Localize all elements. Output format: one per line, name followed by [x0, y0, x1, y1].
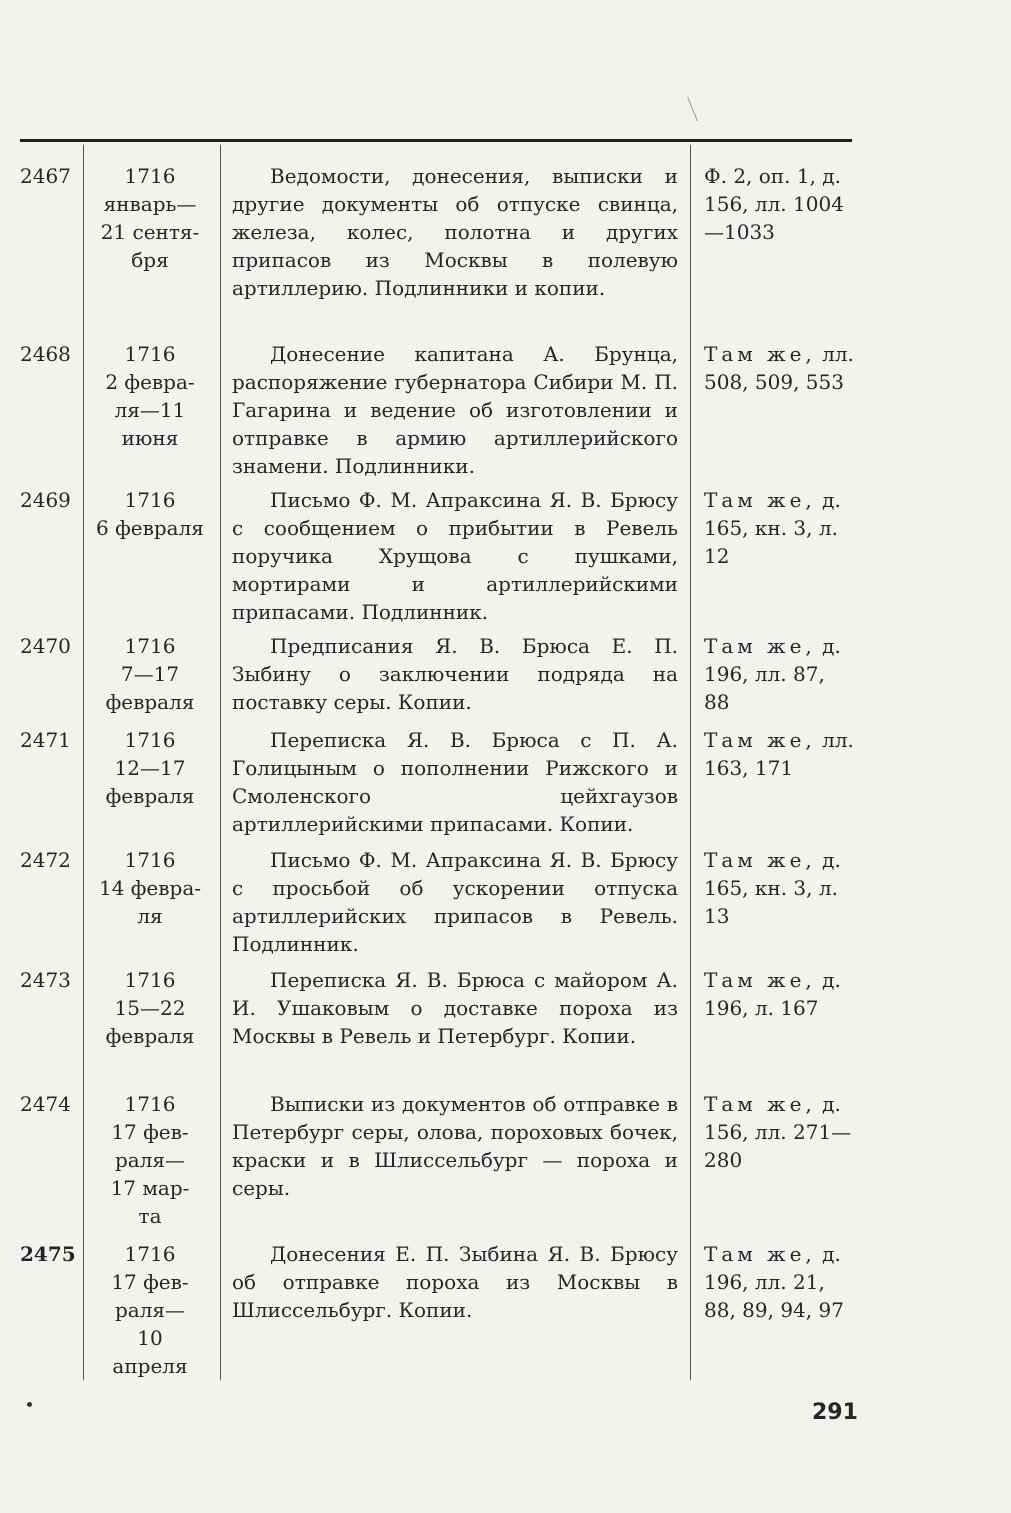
entry-date: 1716 7—17 февраля	[105, 634, 195, 714]
entry-date: 1716 12—17 февраля	[105, 728, 195, 808]
print-speck	[27, 1402, 32, 1407]
entry-description: Выписки из документов об отправке в Петербург серы, олова, пороховых бочек, краски и в Шлиссельбург — пороха и серы.	[232, 1092, 678, 1200]
entry-archive-ref: Там же, д. 196, лл. 21, 88, 89, 94, 97	[704, 1242, 844, 1322]
entry-archive-ref: Там же, д. 156, лл. 271—280	[704, 1092, 852, 1172]
entry-archive-ref: Ф. 2, оп. 1, д. 156, лл. 1004—1033	[704, 164, 844, 244]
column-divider	[220, 145, 221, 1380]
entry-archive-ref: Там же, д. 196, лл. 87, 88	[704, 634, 841, 714]
entry-archive-ref: Там же, д. 196, л. 167	[704, 968, 841, 1020]
margin-mark	[687, 97, 698, 121]
entry-description: Письмо Ф. М. Апраксина Я. В. Брюсу с просьбой об ускорении отпуска артиллерийских припасов в Ревель. Подлинник.	[232, 848, 678, 956]
table-top-rule	[20, 139, 852, 142]
entry-number: 2475	[20, 1242, 76, 1266]
entry-description: Донесение капитана А. Брунца, распоряжение губернатора Сибири М. П. Гагарина и ведение об изготовлении и отправке в армию артиллерийского знамени. Подлинники.	[232, 342, 678, 478]
entry-number: 2470	[20, 634, 71, 658]
entry-description: Донесения Е. П. Зыбина Я. В. Брюсу об отправке пороха из Москвы в Шлиссельбург. Копии.	[232, 1242, 678, 1322]
entry-number: 2473	[20, 968, 71, 992]
entry-archive-ref: Там же, д. 165, кн. 3, л. 12	[704, 488, 841, 568]
column-divider	[83, 145, 84, 1380]
entry-description: Ведомости, донесения, выписки и другие документы об отпуске свинца, железа, колес, полотна и других припасов из Москвы в полевую артиллерию. Подлинники и копии.	[232, 164, 678, 300]
entry-description: Переписка Я. В. Брюса с П. А. Голицыным о пополнении Рижского и Смоленского цейхгаузов артиллерийскими припасами. Копии.	[232, 728, 678, 836]
entry-number: 2467	[20, 164, 71, 188]
entry-description: Предписания Я. В. Брюса Е. П. Зыбину о заключении подряда на поставку серы. Копии.	[232, 634, 678, 714]
entry-archive-ref: Там же, д. 165, кн. 3, л. 13	[704, 848, 841, 928]
entry-date: 1716 17 фев- раля— 10 апреля	[111, 1242, 189, 1378]
page-number: 291	[812, 1400, 858, 1425]
entry-date: 1716 17 фев- раля— 17 мар- та	[110, 1092, 190, 1228]
entry-date: 1716 15—22 февраля	[105, 968, 195, 1048]
entry-number: 2471	[20, 728, 71, 752]
entry-number: 2468	[20, 342, 71, 366]
entry-description: Переписка Я. В. Брюса с майором А. И. Ушаковым о доставке пороха из Москвы в Ревель и Петербург. Копии.	[232, 968, 678, 1048]
entry-date: 1716 2 февра- ля—11 июня	[105, 342, 195, 450]
entry-date: 1716 январь— 21 сентя- бря	[100, 164, 200, 272]
entry-date: 1716 14 февра- ля	[98, 848, 202, 928]
entry-number: 2469	[20, 488, 71, 512]
entry-date: 1716 6 февраля	[96, 488, 204, 540]
entry-archive-ref: Там же, лл. 508, 509, 553	[704, 342, 854, 394]
column-divider	[690, 145, 691, 1380]
entry-description: Письмо Ф. М. Апраксина Я. В. Брюсу с сообщением о прибытии в Ревель поручика Хрущова с пушками, мортирами и артиллерийскими припасами. Подлинник.	[232, 488, 678, 624]
entry-number: 2472	[20, 848, 71, 872]
entry-number: 2474	[20, 1092, 71, 1116]
entry-archive-ref: Там же, лл. 163, 171	[704, 728, 854, 780]
